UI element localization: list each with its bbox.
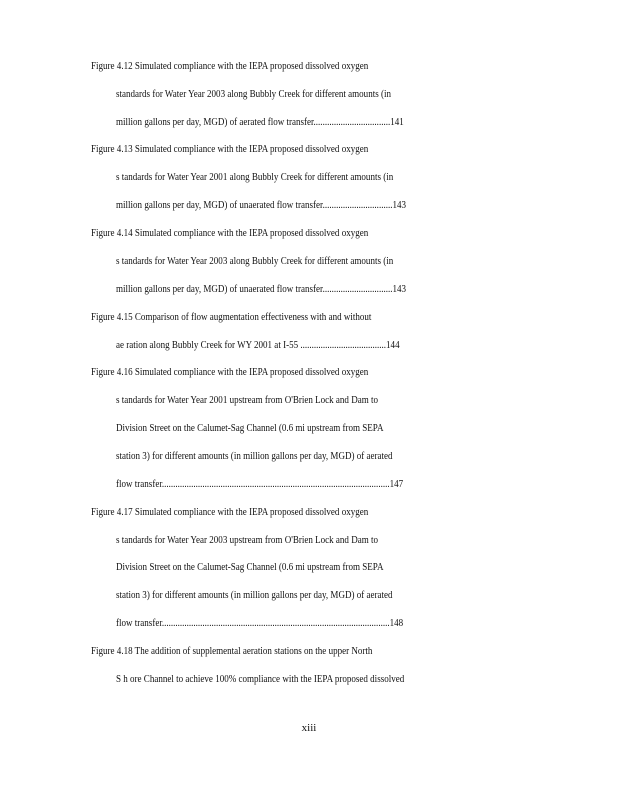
entry-line: Figure 4.12 Simulated compliance with the IEPA proposed dissolved oxygen: [91, 60, 369, 72]
entry-line: s tandards for Water Year 2001 upstream from O'Brien Lock and Dam to: [116, 394, 379, 406]
entry-line: Figure 4.14 Simulated compliance with the IEPA proposed dissolved oxygen: [91, 227, 369, 239]
entry-line: million gallons per day, MGD) of unaerated flow transfer...............................143: [116, 199, 407, 211]
entry-line: standards for Water Year 2003 along Bubbly Creek for different amounts (in: [116, 88, 391, 100]
entry-line: million gallons per day, MGD) of unaerated flow transfer...............................143: [116, 283, 407, 295]
page-number: xiii: [301, 722, 317, 734]
entry-line: Division Street on the Calumet-Sag Channel (0.6 mi upstream from SEPA: [116, 422, 384, 434]
entry-line: Figure 4.16 Simulated compliance with the IEPA proposed dissolved oxygen: [91, 366, 369, 378]
entry-line: station 3) for different amounts (in million gallons per day, MGD) of aerated: [116, 450, 393, 462]
entry-line: Division Street on the Calumet-Sag Channel (0.6 mi upstream from SEPA: [116, 561, 384, 573]
entry-line: Figure 4.15 Comparison of flow augmentation effectiveness with and without: [91, 311, 372, 323]
entry-line: million gallons per day, MGD) of aerated flow transfer..................................141: [116, 116, 404, 128]
entry-line: s tandards for Water Year 2001 along Bubbly Creek for different amounts (in: [116, 171, 394, 183]
entry-line: Figure 4.13 Simulated compliance with the IEPA proposed dissolved oxygen: [91, 143, 369, 155]
entry-line: S h ore Channel to achieve 100% compliance with the IEPA proposed dissolved: [116, 673, 405, 685]
entry-line: Figure 4.17 Simulated compliance with the IEPA proposed dissolved oxygen: [91, 506, 369, 518]
entry-line: flow transfer.....................................................................................................148: [116, 617, 404, 629]
entry-line: s tandards for Water Year 2003 along Bubbly Creek for different amounts (in: [116, 255, 394, 267]
entry-line: Figure 4.18 The addition of supplemental aeration stations on the upper North: [91, 645, 373, 657]
entry-line: flow transfer.....................................................................................................147: [116, 478, 404, 490]
entry-line: s tandards for Water Year 2003 upstream from O'Brien Lock and Dam to: [116, 534, 379, 546]
entry-line: station 3) for different amounts (in million gallons per day, MGD) of aerated: [116, 589, 393, 601]
entry-line: ae ration along Bubbly Creek for WY 2001 at I-55 ......................................144: [116, 339, 400, 351]
